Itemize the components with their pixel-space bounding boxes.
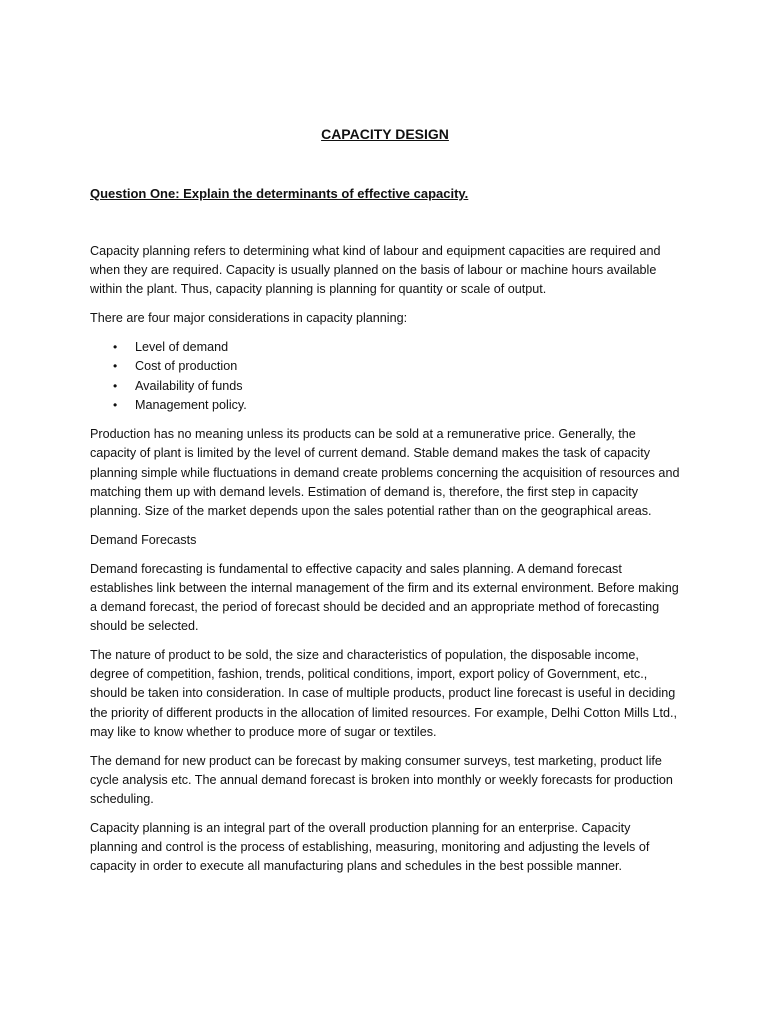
bullet-icon: • bbox=[113, 398, 118, 413]
question-heading: Question One: Explain the determinants of effective capacity. bbox=[90, 186, 469, 201]
list-item-text: Management policy. bbox=[135, 398, 247, 413]
paragraph-forecasting: Demand forecasting is fundamental to effective capacity and sales planning. A demand forecast establishes link between the internal management of the firm and its external environment. Before making a demand forecast, the period of forecast should be decided and an appropriate method of forecasting should be selected. bbox=[90, 561, 679, 634]
paragraph-definition: Capacity planning refers to determining what kind of labour and equipment capacities are required and when they are required. Capacity is usually planned on the basis of labour or machine hours available within the plant. Thus, capacity planning is planning for quantity or scale of output. bbox=[90, 244, 661, 297]
paragraph-product-nature: The nature of product to be sold, the size and characteristics of population, the disposable income, degree of competition, fashion, trends, political conditions, import, export policy of Government, etc., should be taken into consideration. In case of multiple products, product line forecast is useful in deciding the priority of different products in the allocation of limited resources. For example, Delhi Cotton Mills Ltd., may like to know whether to produce more of sugar or textiles. bbox=[90, 648, 678, 739]
paragraph-considerations-intro: There are four major considerations in capacity planning: bbox=[90, 311, 408, 326]
list-item bbox=[113, 357, 680, 376]
list-item-text: Availability of funds bbox=[135, 378, 243, 393]
paragraph-capacity-control: Capacity planning is an integral part of the overall production planning for an enterprise. Capacity planning and control is the process of establishing, measuring, monitoring and adjusting the levels of capacity in order to execute all manufacturing plans and schedules in the best possible manner. bbox=[90, 820, 650, 874]
paragraph-demand: Production has no meaning unless its products can be sold at a remunerative price. Generally, the capacity of plant is limited by the level of current demand. Stable demand makes the task of capacity planning simple while fluctuations in demand create problems concerning the acquisition of resources and matching them up with demand levels. Estimation of demand is, therefore, the first step in capacity planning. Size of the market depends upon the sales potential rather than on the geographical areas. bbox=[90, 427, 680, 519]
list-item-text: Cost of production bbox=[135, 359, 238, 374]
list-item-text: Level of demand bbox=[135, 340, 229, 354]
considerations-list bbox=[90, 338, 680, 416]
document-body bbox=[90, 124, 680, 886]
bullet-icon: • bbox=[113, 378, 118, 393]
list-item bbox=[113, 396, 680, 415]
list-item bbox=[113, 338, 680, 357]
paragraph-new-product: The demand for new product can be forecast by making consumer surveys, test marketing, product life cycle analysis etc. The annual demand forecast is broken into monthly or weekly forecasts for production scheduling. bbox=[90, 753, 673, 807]
list-item bbox=[113, 377, 680, 396]
bullet-icon: • bbox=[113, 359, 118, 374]
document-title: CAPACITY DESIGN bbox=[321, 126, 449, 142]
bullet-icon: • bbox=[113, 340, 118, 354]
section-heading-demand-forecasts: Demand Forecasts bbox=[90, 532, 197, 547]
